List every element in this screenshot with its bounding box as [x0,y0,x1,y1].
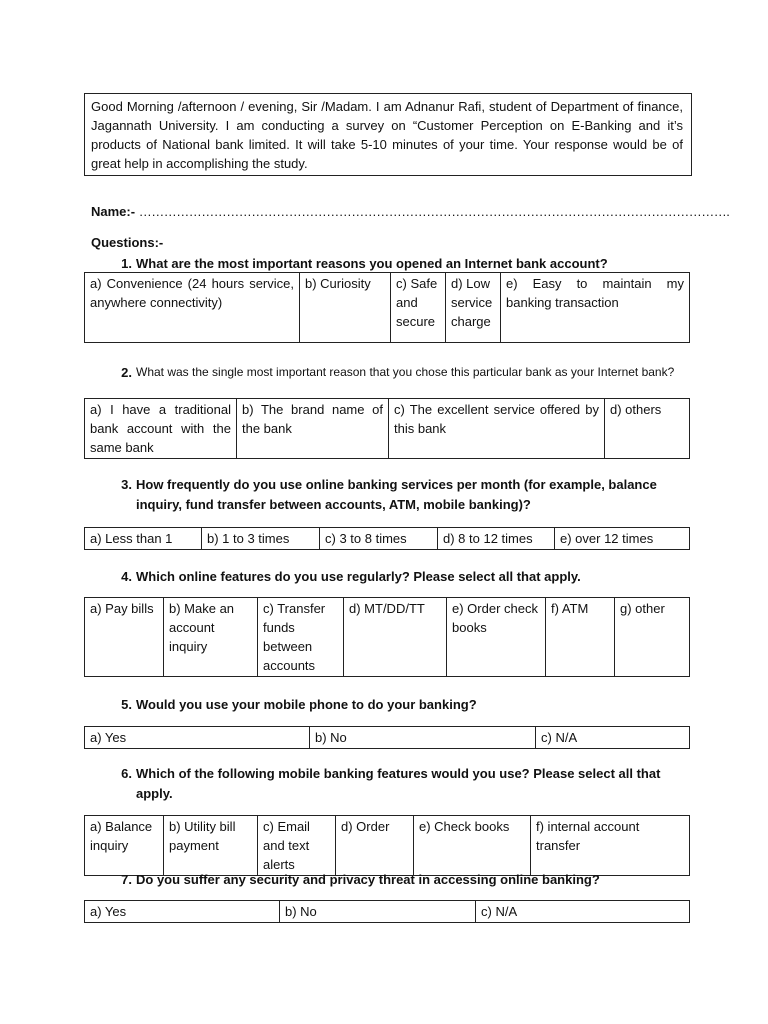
option-cell[interactable]: b) Make an account inquiry [164,598,258,677]
question-number: 5. [121,697,132,712]
question-7 [112,870,692,890]
question-number: 7. [121,872,132,887]
option-cell[interactable]: a) Yes [85,901,280,923]
option-cell[interactable]: e) over 12 times [555,528,690,550]
option-cell[interactable]: c) Safe and secure [391,273,446,343]
question-2-options [84,398,690,459]
question-number: 2. [121,365,132,380]
option-cell[interactable]: a) I have a traditional bank account with the same bank [85,399,237,459]
question-text: Would you use your mobile phone to do your banking? [136,697,477,712]
option-cell[interactable]: f) internal account transfer [531,816,690,876]
question-4 [112,567,692,587]
question-3 [112,475,687,515]
name-dots: ……………………………………………………………………………………………………………………………. [138,204,730,219]
question-number: 6. [121,766,132,781]
question-1 [112,254,692,274]
option-cell[interactable]: b) No [280,901,476,923]
intro-box: Good Morning /afternoon / evening, Sir /Madam. I am Adnanur Rafi, student of Department of finance, Jagannath University. I am conducting a survey on “Customer Perception on E-Banking and it’s products of National bank limited. It will take 5-10 minutes of your time. Your response would be of great help in accomplishing the study. [84,93,692,176]
option-cell[interactable]: d) Low service charge [446,273,501,343]
option-cell[interactable]: d) 8 to 12 times [438,528,555,550]
question-7-options [84,900,690,923]
option-cell[interactable]: e) Order check books [447,598,546,677]
option-cell[interactable]: a) Pay bills [85,598,164,677]
option-cell[interactable]: g) other [615,598,690,677]
question-number: 4. [121,569,132,584]
question-number: 1. [121,256,132,271]
questions-heading: Questions:- [91,235,164,250]
question-6-options [84,815,690,876]
option-cell[interactable]: e) Check books [414,816,531,876]
option-cell[interactable]: a) Less than 1 [85,528,202,550]
option-cell[interactable]: a) Yes [85,727,310,749]
option-cell[interactable]: a) Convenience (24 hours service, anywhere connectivity) [85,273,300,343]
question-text: What are the most important reasons you opened an Internet bank account? [136,256,608,271]
option-cell[interactable]: b) 1 to 3 times [202,528,320,550]
question-text: Do you suffer any security and privacy threat in accessing online banking? [136,872,600,887]
question-text: What was the single most important reason that you chose this particular bank as your Internet bank? [136,365,675,379]
option-cell[interactable]: c) Email and text alerts [258,816,336,876]
question-4-options [84,597,690,677]
question-1-options [84,272,690,343]
option-cell[interactable]: c) 3 to 8 times [320,528,438,550]
question-5-options [84,726,690,749]
question-5 [112,695,692,715]
option-cell[interactable]: d) MT/DD/TT [344,598,447,677]
question-6 [112,764,687,804]
option-cell[interactable]: a) Balance inquiry [85,816,164,876]
question-text: Which of the following mobile banking features would you use? Please select all that apply. [136,766,661,801]
question-2 [112,364,687,398]
question-3-options [84,527,690,550]
question-number: 3. [121,477,132,492]
option-cell[interactable]: c) N/A [536,727,690,749]
option-cell[interactable]: b) Utility bill payment [164,816,258,876]
option-cell[interactable]: b) Curiosity [300,273,391,343]
option-cell[interactable]: c) N/A [476,901,690,923]
name-field [91,204,729,219]
option-cell[interactable]: e) Easy to maintain my banking transaction [501,273,690,343]
option-cell[interactable]: c) The excellent service offered by this bank [389,399,605,459]
question-text: Which online features do you use regularly? Please select all that apply. [136,569,581,584]
option-cell[interactable]: c) Transfer funds between accounts [258,598,344,677]
name-label: Name:- [91,204,136,219]
question-text: How frequently do you use online banking services per month (for example, balance inquiry, fund transfer between accounts, ATM, mobile banking)? [136,477,657,512]
option-cell[interactable]: f) ATM [546,598,615,677]
option-cell[interactable]: d) Order [336,816,414,876]
option-cell[interactable]: b) No [310,727,536,749]
option-cell[interactable]: d) others [605,399,690,459]
option-cell[interactable]: b) The brand name of the bank [237,399,389,459]
